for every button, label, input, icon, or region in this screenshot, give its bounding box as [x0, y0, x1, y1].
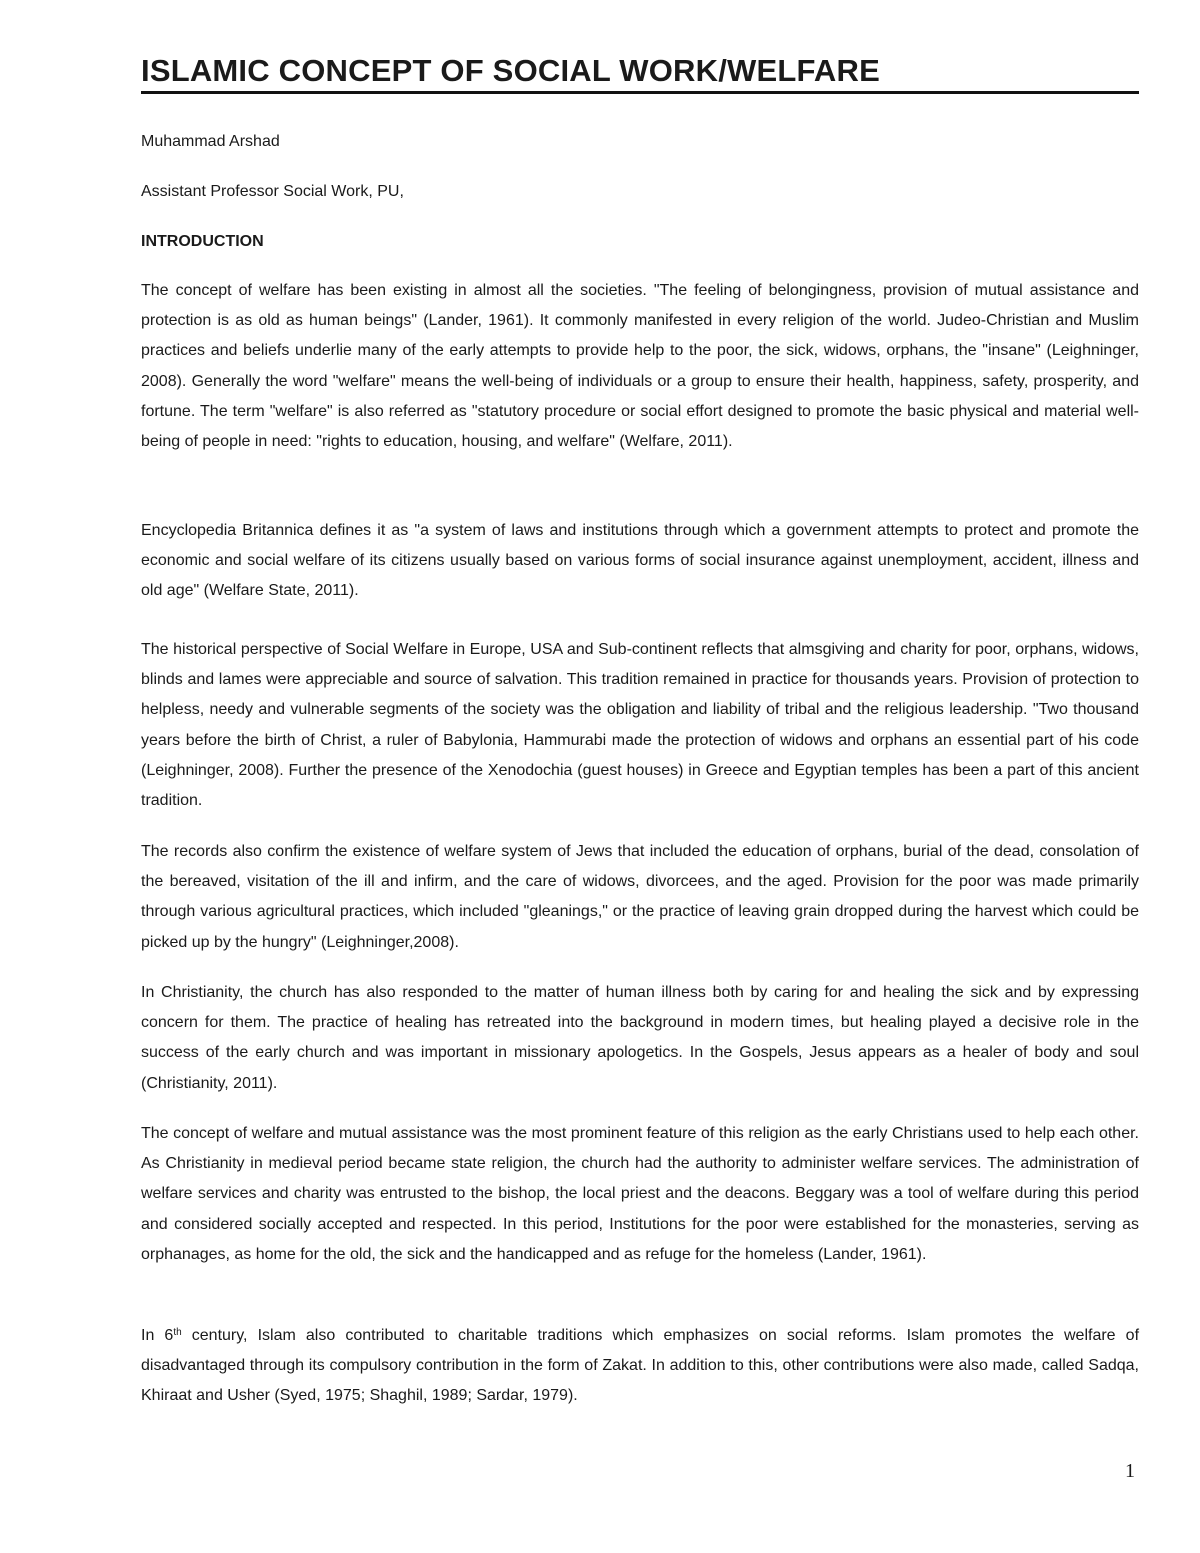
author-name: Muhammad Arshad [141, 133, 280, 150]
paragraph-5: In Christianity, the church has also responded to the matter of human illness both by caring for and healing the sick and by expressing concern for them. The practice of healing has retreated into the background in modern times, but healing played a decisive role in the success of the early church and was important in missionary apologetics. In the Gospels, Jesus appears as a healer of body and soul (Christianity, 2011). [141, 984, 1139, 1092]
paragraph-1: The concept of welfare has been existing in almost all the societies. "The feeling of belongingness, provision of mutual assistance and protection is as old as human beings" (Lander, 1961). It commonly manifested in every religion of the world. Judeo-Christian and Muslim practices and beliefs underlie many of the early attempts to provide help to the poor, the sick, widows, orphans, the "insane" (Leighninger, 2008). Generally the word "welfare" means the well-being of individuals or a group to ensure their health, happiness, safety, prosperity, and fortune. The term "welfare" is also referred as "statutory procedure or social effort designed to promote the basic physical and material well-being of people in need: "rights to education, housing, and welfare" (Welfare, 2011). [141, 282, 1139, 451]
document-title: ISLAMIC CONCEPT OF SOCIAL WORK/WELFARE [141, 53, 880, 88]
author-affiliation: Assistant Professor Social Work, PU, [141, 183, 404, 200]
paragraph-2: Encyclopedia Britannica defines it as "a system of laws and institutions through which a government attempts to protect and promote the economic and social welfare of its citizens usually based on various forms of social insurance against unemployment, accident, illness and old age" (Welfare State, 2011). [141, 522, 1139, 600]
ordinal-superscript: th [173, 1327, 182, 1338]
paragraph-4: The records also confirm the existence of welfare system of Jews that included the education of orphans, burial of the dead, consolation of the bereaved, visitation of the ill and infirm, and the care of widows, divorcees, and the aged. Provision for the poor was made primarily through various agricultural practices, which included "gleanings," or the practice of leaving grain dropped during the harvest which could be picked up by the hungry" (Leighninger,2008). [141, 843, 1139, 951]
section-heading-introduction: INTRODUCTION [141, 233, 264, 250]
paragraph-6: The concept of welfare and mutual assistance was the most prominent feature of this religion as the early Christians used to help each other. As Christianity in medieval period became state religion, the church had the authority to administer welfare services. The administration of welfare services and charity was entrusted to the bishop, the local priest and the deacons. Beggary was a tool of welfare during this period and considered socially accepted and respected. In this period, Institutions for the poor were established for the monasteries, serving as orphanages, as home for the old, the sick and the handicapped and as refuge for the homeless (Lander, 1961). [141, 1125, 1139, 1263]
title-underline-rule [141, 91, 1139, 94]
paragraph-7-lead: In 6 [141, 1327, 174, 1344]
page-number: 1 [1125, 1460, 1135, 1482]
paragraph-7 [141, 1321, 1139, 1412]
paragraph-7-body: century, Islam also contributed to charitable traditions which emphasizes on social reforms. Islam promotes the welfare of disadvantaged through its compulsory contribution in the form of Zakat. In addition to this, other contributions were also made, called Sadqa, Khiraat and Usher (Syed, 1975; Shaghil, 1989; Sardar, 1979). [141, 1327, 1140, 1405]
paragraph-3: The historical perspective of Social Welfare in Europe, USA and Sub-continent reflects that almsgiving and charity for poor, orphans, widows, blinds and lames were appreciable and source of salvation. This tradition remained in practice for thousands years. Provision of protection to helpless, needy and vulnerable segments of the society was the obligation and liability of tribal and the religious leadership. "Two thousand years before the birth of Christ, a ruler of Babylonia, Hammurabi made the protection of widows and orphans an essential part of his code (Leighninger, 2008). Further the presence of the Xenodochia (guest houses) in Greece and Egyptian temples has been a part of this ancient tradition. [141, 641, 1139, 810]
